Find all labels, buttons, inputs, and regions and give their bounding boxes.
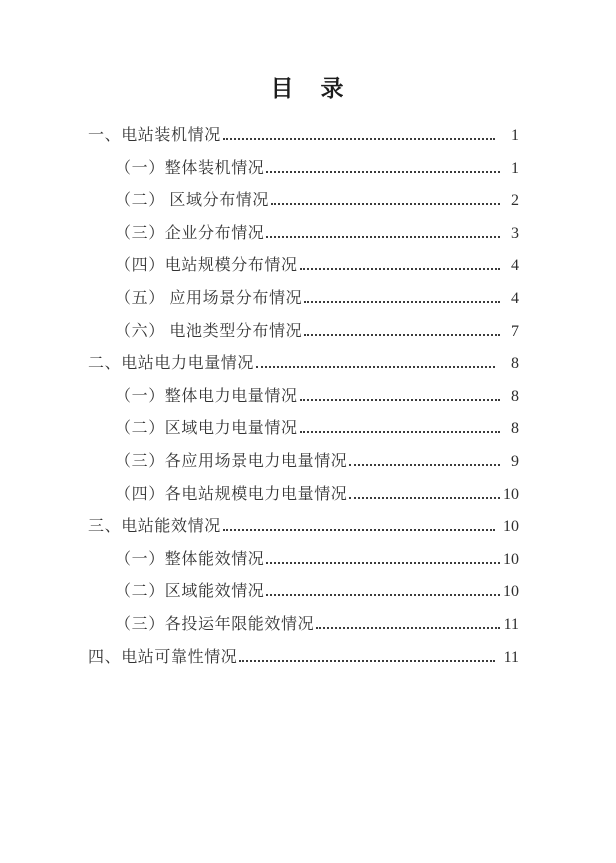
toc-entry-page: 3 [511,224,519,242]
toc-entry-label: （二）区域电力电量情况 [115,420,298,438]
toc-entry-label: （二）区域能效情况 [115,583,265,601]
toc-entry-page: 11 [503,648,519,666]
toc-entry-label: （四）电站规模分布情况 [115,257,298,275]
toc-entry[interactable] [88,448,519,481]
toc-entry-page: 8 [511,420,519,438]
toc-entry[interactable] [88,220,519,253]
dot-leader [266,236,500,238]
toc-entry-label: （二） 区域分布情况 [115,192,270,210]
toc-entry-label: （一）整体能效情况 [115,550,265,568]
dot-leader [304,334,500,336]
toc-entry-label: 二、电站电力电量情况 [88,355,255,373]
toc-entry-page: 2 [511,192,519,210]
toc-entry[interactable] [88,252,519,285]
dot-leader [256,366,495,368]
toc-entry[interactable] [88,155,519,188]
toc-entry[interactable] [88,285,519,318]
toc-entry-page: 7 [511,322,519,340]
toc-entry-page: 10 [503,518,519,536]
toc-entry-label: 三、电站能效情况 [88,518,221,536]
page-title: 目 录 [270,76,346,101]
toc-entry-page: 1 [511,159,519,177]
toc-entry-label: （三）各投运年限能效情况 [115,615,315,633]
toc-entry-label: （三）各应用场景电力电量情况 [115,452,348,470]
toc-entry-page: 9 [511,452,519,470]
dot-leader [271,203,500,205]
toc-entry-page: 11 [503,615,519,633]
dot-leader [223,529,495,531]
dot-leader [266,171,500,173]
toc-entry[interactable] [88,350,519,383]
toc-entry[interactable] [88,187,519,220]
dot-leader [300,268,500,270]
toc-entry-page: 10 [503,550,519,568]
toc-entry[interactable] [88,318,519,351]
toc-entry-label: （五） 应用场景分布情况 [115,289,303,307]
toc-entry-label: （一）整体装机情况 [115,159,265,177]
toc-entry-label: （三）企业分布情况 [115,224,265,242]
toc-entry-page: 10 [503,485,519,503]
dot-leader [239,660,495,662]
toc-entry-label: 四、电站可靠性情况 [88,648,238,666]
toc-entry[interactable] [88,546,519,579]
dot-leader [349,464,500,466]
toc-entry[interactable] [88,611,519,644]
toc-entry-label: （六） 电池类型分布情况 [115,322,303,340]
toc-entry[interactable] [88,644,519,677]
toc-entry-page: 10 [503,583,519,601]
toc-entry[interactable] [88,513,519,546]
table-of-contents [0,122,616,676]
toc-entry[interactable] [88,481,519,514]
dot-leader [304,301,500,303]
dot-leader [266,562,500,564]
toc-entry-page: 8 [511,355,519,373]
toc-entry-page: 8 [511,387,519,405]
dot-leader [223,138,495,140]
dot-leader [266,594,500,596]
dot-leader [300,431,500,433]
toc-entry[interactable] [88,383,519,416]
dot-leader [349,497,500,499]
toc-entry-label: （一）整体电力电量情况 [115,387,298,405]
dot-leader [300,399,500,401]
dot-leader [316,627,500,629]
toc-entry-page: 4 [511,289,519,307]
toc-entry[interactable] [88,415,519,448]
toc-entry-page: 4 [511,257,519,275]
toc-entry-label: 一、电站装机情况 [88,127,221,144]
toc-entry-label: （四）各电站规模电力电量情况 [115,485,348,503]
toc-entry-page: 1 [511,127,519,144]
toc-entry[interactable] [88,578,519,611]
toc-entry[interactable] [88,122,519,155]
